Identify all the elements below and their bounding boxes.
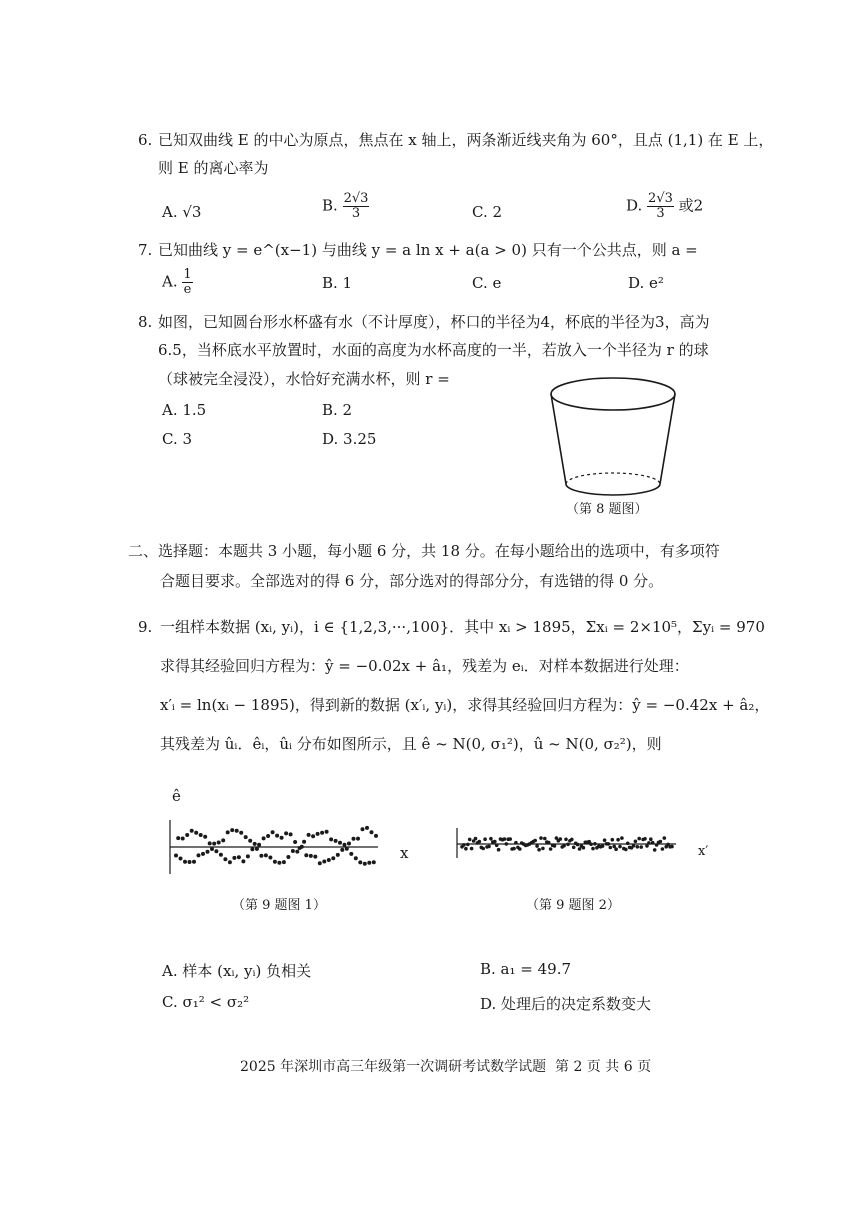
fig2-point — [493, 840, 497, 844]
q8-cup-figure — [548, 376, 678, 496]
fig1-point — [282, 860, 286, 864]
fig1-point — [307, 833, 311, 837]
fig2-point — [624, 848, 628, 852]
fig1-point — [228, 860, 232, 864]
fig2-point — [651, 841, 655, 845]
fig1-point — [352, 837, 356, 841]
fig1-point — [284, 831, 288, 835]
fig2-point — [564, 838, 568, 842]
fig2-point — [533, 839, 537, 843]
q8-option-d: D. 3.25 — [322, 430, 377, 448]
fig2-point — [541, 847, 545, 851]
fig2-point — [512, 847, 516, 851]
fig1-point — [280, 836, 284, 840]
fig1-point — [347, 842, 351, 846]
fig1-point — [201, 852, 205, 856]
fig1-point — [221, 838, 225, 842]
q9-figure1-scatter — [168, 818, 388, 878]
fig1-point — [223, 857, 227, 861]
q8-option-a: A. 1.5 — [162, 401, 207, 419]
fig1-point — [331, 856, 335, 860]
fig2-point — [591, 847, 595, 851]
fig1-point — [199, 833, 203, 837]
fig1-point — [248, 839, 252, 843]
fig1-point — [208, 841, 212, 845]
fig2-point — [478, 840, 482, 844]
fig1-point — [340, 848, 344, 852]
fig1-point — [190, 829, 194, 833]
fig1-point — [217, 841, 221, 845]
fig2-point — [618, 845, 622, 849]
fig2-point — [566, 843, 570, 847]
fig1-point — [226, 830, 230, 834]
q7-option-b: B. 1 — [322, 274, 353, 292]
fig2-point — [553, 844, 557, 848]
section2-line2: 合题目要求。全部选对的得 6 分，部分选对的得部分分，有选错的得 0 分。 — [160, 572, 664, 590]
footer-page: 第 2 页 共 6 页 — [555, 1059, 652, 1075]
q8-line1: 如图，已知圆台形水杯盛有水（不计厚度），杯口的半径为4，杯底的半径为3，高为 — [158, 313, 710, 331]
footer-title: 2025 年深圳市高三年级第一次调研考试数学试题 — [240, 1059, 547, 1075]
q8-figure-caption: （第 8 题图） — [566, 502, 648, 517]
q6-option-d — [626, 192, 703, 221]
fig1-point — [325, 830, 329, 834]
fig1-point — [212, 842, 216, 846]
fig1-x-label: x — [400, 844, 409, 862]
fig2-point — [559, 837, 563, 841]
fig1-point — [286, 855, 290, 859]
q6-option-d-tail: 或2 — [678, 196, 704, 215]
q7-a-numerator: 1 — [183, 267, 192, 282]
fig1-point — [206, 850, 210, 854]
fig1-point — [316, 832, 320, 836]
section2-line1: 二、选择题：本题共 3 小题，每小题 6 分，共 18 分。在每小题给出的选项中，有多项符 — [128, 542, 720, 560]
fig1-point — [264, 853, 268, 857]
q9-number: 9. — [138, 618, 153, 636]
q8-number: 8. — [138, 313, 153, 331]
fig2-point — [535, 844, 539, 848]
q8-option-b: B. 2 — [322, 401, 353, 419]
fig1-point — [219, 853, 223, 857]
fig2-point — [632, 844, 636, 848]
fig2-point — [537, 848, 541, 852]
fig2-point — [562, 844, 566, 848]
fig2-point — [645, 844, 649, 848]
fig1-point — [239, 831, 243, 835]
fig1-point — [179, 857, 183, 861]
q9-line1: 一组样本数据 (xᵢ, yᵢ)，i ∈ {1,2,3,···,100}．其中 xᵢ > 1895，Σxᵢ = 2×10⁵，Σyᵢ = 970 — [160, 618, 765, 636]
q7-option-c: C. e — [472, 274, 502, 292]
fig1-point — [232, 856, 236, 860]
q7-number: 7. — [138, 241, 153, 259]
q7-option-d: D. e² — [628, 274, 664, 292]
fig2-point — [649, 837, 653, 841]
fig2-point — [466, 843, 470, 847]
fig1-point — [361, 827, 365, 831]
fig1-point — [302, 840, 306, 844]
fig2-point — [637, 837, 641, 841]
q6-stem-line2: 则 E 的离心率为 — [158, 159, 269, 177]
q9-option-c: C. σ₁² < σ₂² — [162, 993, 250, 1011]
fig1-point — [313, 855, 317, 859]
q9-figure2-scatter — [454, 826, 684, 866]
fig1-point — [255, 847, 259, 851]
fig2-point — [634, 840, 638, 844]
q9-figure1-caption: （第 9 题图 1） — [232, 898, 326, 913]
fig2-point — [487, 845, 491, 849]
q6-option-c: C. 2 — [472, 203, 503, 221]
fig2-point — [593, 842, 597, 846]
fig2-point — [626, 842, 630, 846]
cup-bottom-back — [566, 473, 660, 484]
q6-option-d-fraction — [647, 192, 674, 221]
fig1-point — [259, 854, 263, 858]
fig1-point — [277, 861, 281, 865]
fig2-point — [663, 836, 667, 840]
fig1-point — [203, 835, 207, 839]
fig1-point — [268, 856, 272, 860]
fig2-point — [462, 843, 466, 847]
fig1-point — [188, 860, 192, 864]
q7-a-denominator: e — [183, 282, 192, 297]
q6-d-denominator: 3 — [656, 206, 665, 221]
fig2-point — [508, 837, 512, 841]
fig2-point — [549, 847, 553, 851]
fig2-point — [505, 842, 509, 846]
fig1-point — [275, 834, 279, 838]
q6-option-b-fraction — [343, 192, 370, 221]
fig2-point — [643, 837, 647, 841]
fig2-point — [468, 838, 472, 842]
fig2-point — [603, 838, 607, 842]
fig2-point — [616, 838, 620, 842]
fig1-point — [300, 845, 304, 849]
fig1-point — [185, 833, 189, 837]
fig2-point — [636, 845, 640, 849]
fig2-point — [497, 848, 501, 852]
q6-option-d-label: D. — [626, 196, 643, 215]
fig2-point — [539, 836, 543, 840]
q6-stem-line1: 已知双曲线 E 的中心为原点，焦点在 x 轴上，两条渐近线夹角为 60°，且点 (1,1) 在 E 上， — [158, 131, 774, 149]
fig2-point — [470, 847, 474, 851]
q6-number: 6. — [138, 131, 153, 149]
fig1-point — [262, 836, 266, 840]
fig1-point — [241, 859, 245, 863]
q6-option-b-label: B. — [322, 196, 338, 215]
q7-option-a-label: A. — [162, 272, 178, 291]
fig1-point — [289, 832, 293, 836]
fig1-point — [343, 843, 347, 847]
fig1-point — [354, 856, 358, 860]
fig2-point — [474, 837, 478, 841]
fig2-point — [607, 842, 611, 846]
fig2-point — [647, 841, 651, 845]
fig1-point — [320, 831, 324, 835]
fig2-point — [483, 837, 487, 841]
fig1-point — [358, 860, 362, 864]
q9-line2: 求得其经验回归方程为：ŷ = −0.02x + â₁，残差为 eᵢ．对样本数据进行处理： — [160, 657, 689, 675]
fig2-point — [547, 841, 551, 845]
fig1-point — [304, 853, 308, 857]
q6-option-b — [322, 192, 369, 221]
fig2-point — [481, 847, 485, 851]
fig1-point — [197, 853, 201, 857]
fig2-point — [572, 846, 576, 850]
fig1-point — [356, 837, 360, 841]
fig2-x-label: x′ — [698, 844, 709, 859]
q8-option-c: C. 3 — [162, 430, 193, 448]
fig1-point — [210, 847, 214, 851]
fig2-point — [582, 846, 586, 850]
fig2-point — [620, 836, 624, 840]
q7-stem: 已知曲线 y = e^(x−1) 与曲线 y = a ln x + a(a > 0) 只有一个公共点，则 a = — [158, 241, 698, 259]
fig1-point — [246, 854, 250, 858]
fig1-point — [237, 855, 241, 859]
fig1-point — [370, 830, 374, 834]
fig1-point — [329, 837, 333, 841]
fig1-point — [327, 858, 331, 862]
fig2-point — [543, 837, 547, 841]
fig1-point — [266, 834, 270, 838]
fig1-point — [194, 831, 198, 835]
q9-option-d: D. 处理后的决定系数变大 — [480, 995, 652, 1013]
q6-b-numerator: 2√3 — [343, 191, 369, 206]
fig2-point — [670, 845, 674, 849]
fig2-point — [495, 844, 499, 848]
fig1-point — [214, 849, 218, 853]
fig1-point — [250, 847, 254, 851]
fig1-point — [372, 860, 376, 864]
fig1-point — [334, 839, 338, 843]
fig1-point — [253, 842, 257, 846]
fig2-point — [611, 838, 615, 842]
fig2-point — [576, 843, 580, 847]
fig2-point — [609, 846, 613, 850]
fig1-point — [271, 830, 275, 834]
fig1-point — [311, 834, 315, 838]
fig2-point — [614, 847, 618, 851]
fig2-point — [503, 837, 507, 841]
q9-figure2-caption: （第 9 题图 2） — [526, 898, 620, 913]
fig2-point — [518, 847, 522, 851]
fig1-point — [244, 835, 248, 839]
fig1-point — [192, 860, 196, 864]
fig2-point — [659, 840, 663, 844]
fig2-point — [601, 844, 605, 848]
fig1-point — [365, 826, 369, 830]
fig1-point — [345, 847, 349, 851]
q8-line3: （球被完全浸没），水恰好充满水杯，则 r = — [158, 370, 450, 388]
q7-option-a — [162, 268, 193, 297]
fig2-point — [489, 837, 493, 841]
fig1-point — [174, 854, 178, 858]
fig2-point — [653, 848, 657, 852]
fig1-point — [374, 834, 378, 838]
fig2-point — [639, 845, 643, 849]
fig2-point — [661, 847, 665, 851]
q9-line4: 其残差为 ûᵢ．êᵢ，ûᵢ 分布如图所示，且 ê ~ N(0, σ₁²)，û ~ N(0, σ₂²)，则 — [160, 735, 662, 753]
q6-b-denominator: 3 — [351, 206, 361, 221]
fig1-point — [349, 852, 353, 856]
fig1-point — [291, 849, 295, 853]
cup-right-side — [660, 394, 675, 484]
fig1-point — [318, 861, 322, 865]
cup-left-side — [551, 394, 566, 484]
fig1-point — [181, 837, 185, 841]
q9-option-b: B. a₁ = 49.7 — [480, 960, 572, 978]
cup-bottom-front — [566, 484, 660, 495]
q6-d-numerator: 2√3 — [648, 191, 673, 206]
fig1-point — [230, 828, 234, 832]
fig1-point — [295, 850, 299, 854]
fig1-point — [309, 854, 313, 858]
fig1-point — [273, 860, 277, 864]
fig1-point — [293, 840, 297, 844]
fig1-point — [322, 860, 326, 864]
fig2-point — [589, 842, 593, 846]
fig1-point — [363, 862, 367, 866]
fig2-point — [514, 841, 518, 845]
fig1-y-label: ê — [172, 787, 181, 805]
fig2-point — [464, 847, 468, 851]
fig1-point — [176, 836, 180, 840]
q7-option-a-fraction — [182, 268, 192, 297]
q8-line2: 6.5，当杯底水平放置时，水面的高度为水杯高度的一半，若放入一个半径为 r 的球 — [158, 341, 709, 359]
fig2-point — [570, 838, 574, 842]
fig1-point — [183, 860, 187, 864]
q9-line3: x′ᵢ = ln(xᵢ − 1895)，得到新的数据 (x′ᵢ, yᵢ)，求得其经验回归方程为：ŷ = −0.42x + â₂， — [160, 696, 770, 714]
fig1-point — [235, 829, 239, 833]
fig1-point — [257, 843, 261, 847]
fig1-point — [367, 861, 371, 865]
q9-option-a: A. 样本 (xᵢ, yᵢ) 负相关 — [162, 962, 312, 980]
q6-option-a: A. √3 — [162, 203, 202, 221]
fig1-point — [338, 841, 342, 845]
cup-rim — [551, 378, 675, 410]
fig1-point — [336, 853, 340, 857]
